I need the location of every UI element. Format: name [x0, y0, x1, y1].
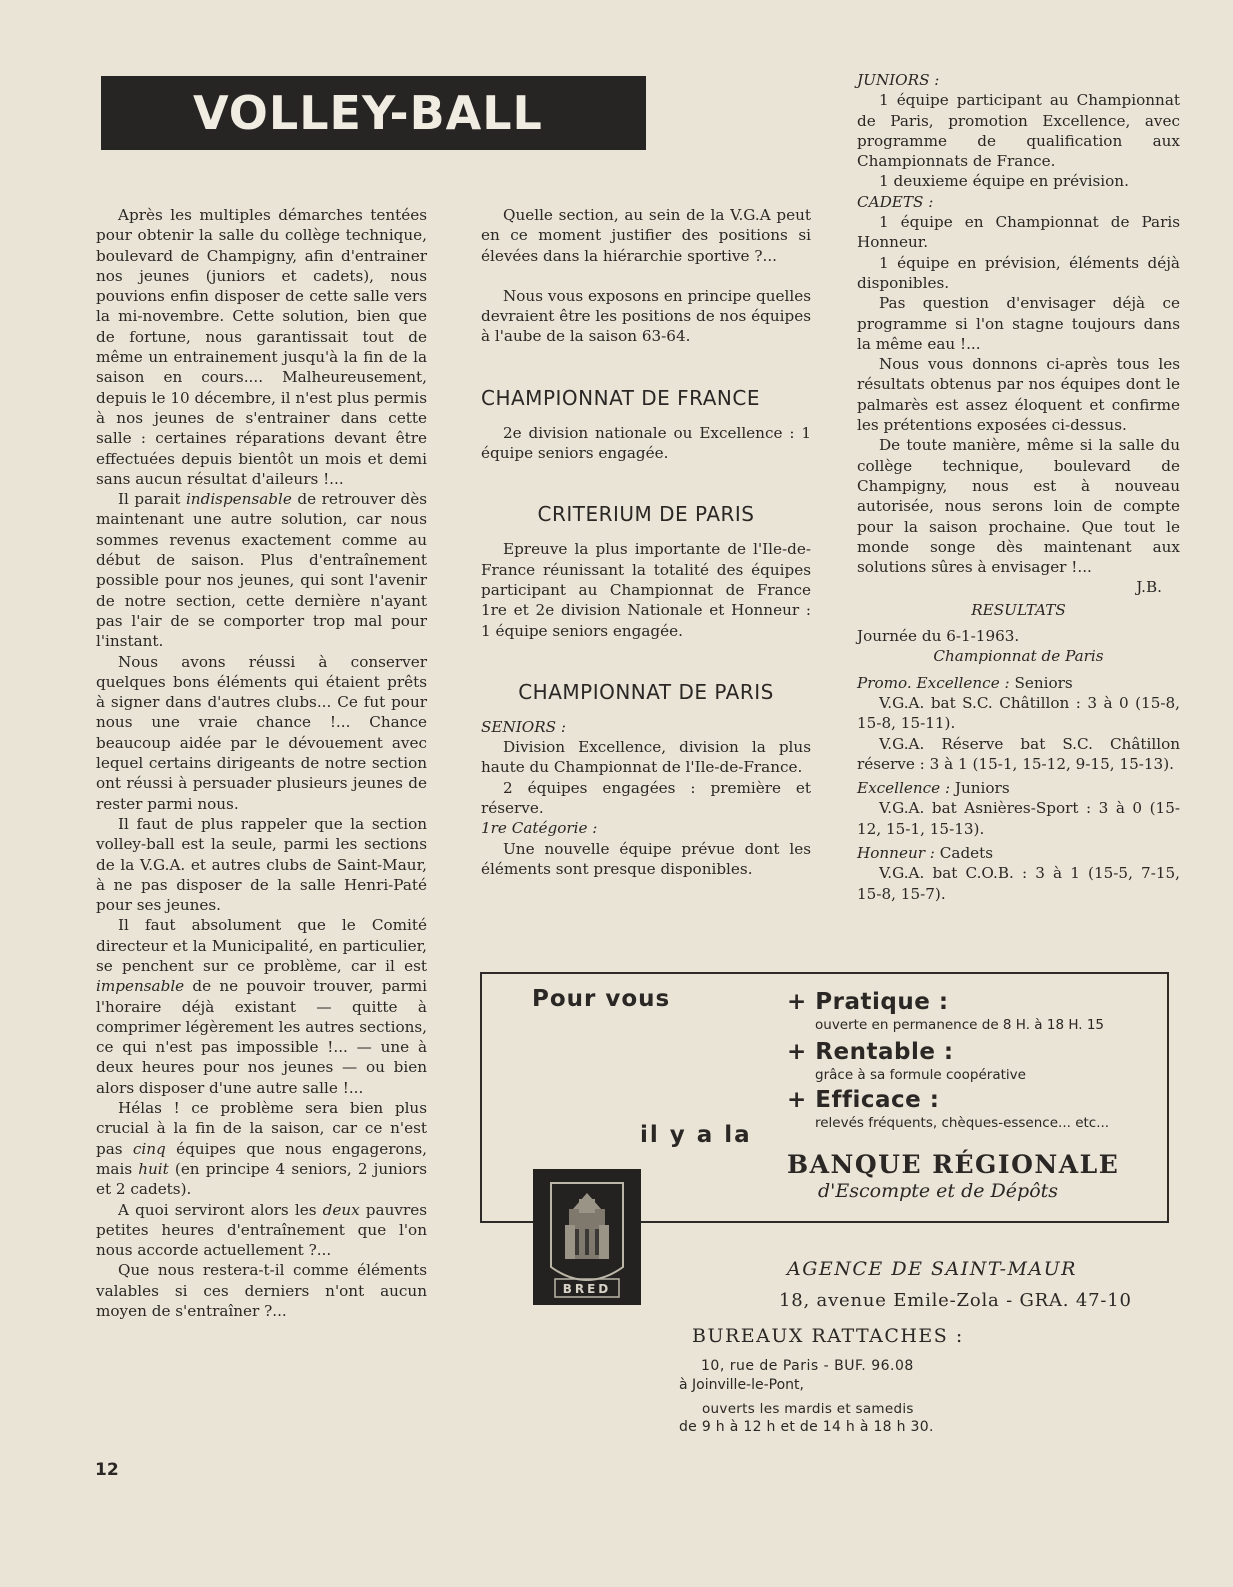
result-category-promo — [857, 673, 1180, 693]
result-line: V.G.A. Réserve bat S.C. Châtillon réserve : 3 à 1 (15-1, 15-12, 9-15, 15-13). — [857, 734, 1180, 773]
feature-desc: relevés fréquents, chèques-essence... etc... — [815, 1115, 1110, 1131]
feature-desc: ouverte en permanence de 8 H. à 18 H. 15 — [815, 1017, 1105, 1033]
ad-pour-vous: Pour vous — [532, 986, 671, 1012]
paragraph: Nous vous exposons en principe quelles devraient être les positions de nos équipes à l'aube de la saison 63-64. — [481, 286, 811, 346]
text-run: pauvres petites heures d'entraînement que l'on nous accorde actuellement ?... — [96, 1200, 427, 1260]
subheading-juniors: JUNIORS : — [857, 71, 940, 89]
bank-subtitle: d'Escompte et de Dépôts — [818, 1180, 1059, 1202]
feature-desc: grâce à sa formule coopérative — [815, 1067, 1026, 1083]
section-heading-paris: CHAMPIONNAT DE PARIS — [518, 679, 774, 704]
results-championship: Championnat de Paris — [933, 647, 1104, 666]
results-date: Journée du 6-1-1963. — [857, 627, 1020, 646]
result-line: V.G.A. bat C.O.B. : 3 à 1 (15-5, 7-15, 15-8, 15-7). — [857, 864, 1180, 903]
page-number: 12 — [95, 1460, 119, 1480]
agency-address: 18, avenue Emile-Zola - GRA. 47-10 — [779, 1290, 1132, 1311]
emphasis: huit — [138, 1159, 169, 1178]
section-heading-criterium: CRITERIUM DE PARIS — [537, 502, 755, 527]
paragraph: Epreuve la plus importante de l'Ile-de-France réunissant la totalité des équipes participant au Championnat de France 1re et 2e division Nationale et Honneur : 1 équipe seniors engagée. — [481, 540, 811, 640]
text-run: Hélas ! ce problème sera bien plus crucial à la fin de la saison, car ce n'est pas — [96, 1099, 427, 1158]
text-run: de ne pouvoir trouver, parmi l'horaire déjà existant — quitte à comprimer légèrement les autres sections, ce qui n'est pas impossible !... — une à deux heures pour nos jeunes — ou bien alors disposer d'une autre salle !... — [96, 977, 427, 1097]
subheading-cadets: CADETS : — [857, 192, 934, 211]
emphasis: cinq — [132, 1139, 166, 1158]
category-team: Cadets — [934, 843, 994, 862]
paragraph — [96, 489, 427, 651]
bureau-address: 10, rue de Paris - BUF. 96.08 — [701, 1358, 914, 1374]
feature-title: + Rentable : — [787, 1039, 954, 1065]
result-line: V.G.A. bat Asnières-Sport : 3 à 0 (15-12, 15-1, 15-13). — [857, 799, 1180, 838]
text-run: A quoi serviront alors les — [118, 1200, 323, 1219]
text-run: Il faut absolument que le Comité directeur et la Municipalité, en particulier, se penchent sur ce problème, car il est — [96, 916, 427, 975]
article-column-2 — [481, 205, 811, 879]
logo-text: BRED — [562, 1282, 612, 1296]
text-run: (en principe 4 seniors, 2 juniors et 2 cadets). — [96, 1159, 427, 1199]
paragraph: 1 équipe en Championnat de Paris Honneur. — [857, 213, 1180, 252]
ad-il-y-a-la: il y a la — [640, 1122, 752, 1148]
paragraph: 2e division nationale ou Excellence : 1 équipe seniors engagée. — [481, 423, 811, 463]
signature: J.B. — [1136, 578, 1162, 597]
emphasis: impensable — [96, 977, 185, 996]
bureau-city: à Joinville-le-Pont, — [679, 1377, 804, 1393]
paragraph: Quelle section, au sein de la V.G.A peut en ce moment justifier des positions si élevées dans la hiérarchie sportive ?... — [481, 206, 811, 265]
paragraph: 1 équipe en prévision, éléments déjà disponibles. — [857, 253, 1180, 292]
paragraph: Que nous restera-t-il comme éléments valables si ces derniers n'ont aucun moyen de s'entraîner ?... — [96, 1261, 427, 1321]
ad-feature-rentable — [787, 1038, 1026, 1084]
page-title: VOLLEY-BALL — [193, 86, 543, 140]
paragraph — [96, 1200, 427, 1261]
paragraph: Pas question d'envisager déjà ce programme si l'on stagne toujours dans la même eau !... — [857, 294, 1180, 353]
ad-feature-pratique — [787, 988, 1104, 1034]
text-run: équipes que nous engagerons, mais — [96, 1139, 427, 1178]
subheading-seniors: SENIORS : — [481, 717, 567, 736]
paragraph: 1 équipe participant au Championnat de Paris, promotion Excellence, avec programme de qualification aux Championnats de France. — [857, 91, 1180, 171]
category-team: Seniors — [1009, 673, 1073, 692]
section-heading-france: CHAMPIONNAT DE FRANCE — [481, 385, 760, 410]
category-label: Promo. Excellence : — [857, 673, 1010, 692]
subheading-categorie: 1re Catégorie : — [481, 819, 598, 838]
results-title: RESULTATS — [971, 600, 1066, 619]
emphasis: indispensable — [185, 490, 292, 509]
paragraph: Après les multiples démarches tentées pour obtenir la salle du collège technique, boulevard de Champigny, afin d'entrainer nos jeunes (juniors et cadets), nous pouvions enfin disposer de cette salle vers la mi-novembre. Cette solution, bien que de fortune, nous garantissait tout de même un entrainement jusqu'à la fin de la saison en cours.... Malheureusement, depuis le 10 décembre, il n'est plus permis à nos jeunes de s'entrainer dans cette salle : certaines réparations devant être effectuées depuis bientôt un mois et demi sans aucun résultat d'aileurs !... — [96, 206, 427, 488]
result-category-honneur — [857, 843, 1180, 863]
bred-logo-icon — [533, 1169, 641, 1305]
paragraph: Nous vous donnons ci-après tous les résultats obtenus par nos équipes dont le palmarès est assez éloquent et confirme les prétentions exposées ci-dessus. — [857, 355, 1180, 435]
category-label: Honneur : — [857, 843, 935, 862]
bureau-days: ouverts les mardis et samedis — [702, 1401, 914, 1417]
category-team: Juniors — [950, 779, 1010, 798]
agency-name: AGENCE DE SAINT-MAUR — [787, 1258, 1077, 1280]
text-run: de retrouver dès maintenant une autre solution, car nous sommes revenus exactement comme au début de saison. Plus d'entraînement possible pour nos jeunes, qui sont l'avenir de notre section, cette dernière n'ayant pas l'air de se comporter trop mal pour l'instant. — [96, 490, 427, 651]
result-category-excellence — [857, 778, 1180, 798]
paragraph: Nous avons réussi à conserver quelques bons éléments qui étaient prêts à signer dans d'autres clubs... Ce fut pour nous une vraie chance !... Chance beaucoup aidée par le dévouement avec lequel certains dirigeants de notre section ont réussi à persuader plusieurs jeunes de rester parmi nous. — [96, 652, 427, 813]
paragraph — [96, 1098, 427, 1199]
paragraph: Il faut de plus rappeler que la section volley-ball est la seule, parmi les sections de la V.G.A. et autres clubs de Saint-Maur, à ne pas disposer de la salle Henri-Paté pour ses jeunes. — [96, 814, 427, 915]
bank-name: BANQUE RÉGIONALE — [787, 1150, 1120, 1179]
emphasis: deux — [322, 1200, 360, 1219]
category-label: Excellence : — [857, 779, 951, 798]
feature-title: + Efficace : — [787, 1087, 940, 1113]
text-run: Il parait — [118, 490, 186, 509]
feature-title: + Pratique : — [787, 989, 949, 1015]
paragraph — [96, 915, 427, 1098]
title-banner — [101, 76, 646, 150]
paragraph: 1 deuxieme équipe en prévision. — [879, 172, 1129, 191]
paragraph: Une nouvelle équipe prévue dont les éléments sont presque disponibles. — [481, 839, 811, 878]
ad-feature-efficace — [787, 1086, 1109, 1132]
article-column-3 — [857, 70, 1180, 904]
paragraph: 2 équipes engagées : première et réserve. — [481, 778, 811, 818]
paragraph: Division Excellence, division la plus haute du Championnat de l'Ile-de-France. — [481, 738, 811, 777]
article-column-1 — [96, 205, 427, 1321]
bureau-hours: de 9 h à 12 h et de 14 h à 18 h 30. — [679, 1419, 934, 1435]
paragraph: De toute manière, même si la salle du collège technique, boulevard de Champigny, nous est à nouveau autorisée, nous serons loin de compte pour la saison prochaine. Que tout le monde songe dès maintenant aux solutions sûres à envisager !... — [857, 436, 1180, 577]
bureaux-heading: BUREAUX RATTACHES : — [692, 1325, 964, 1347]
result-line: V.G.A. bat S.C. Châtillon : 3 à 0 (15-8, 15-8, 15-11). — [857, 693, 1180, 733]
